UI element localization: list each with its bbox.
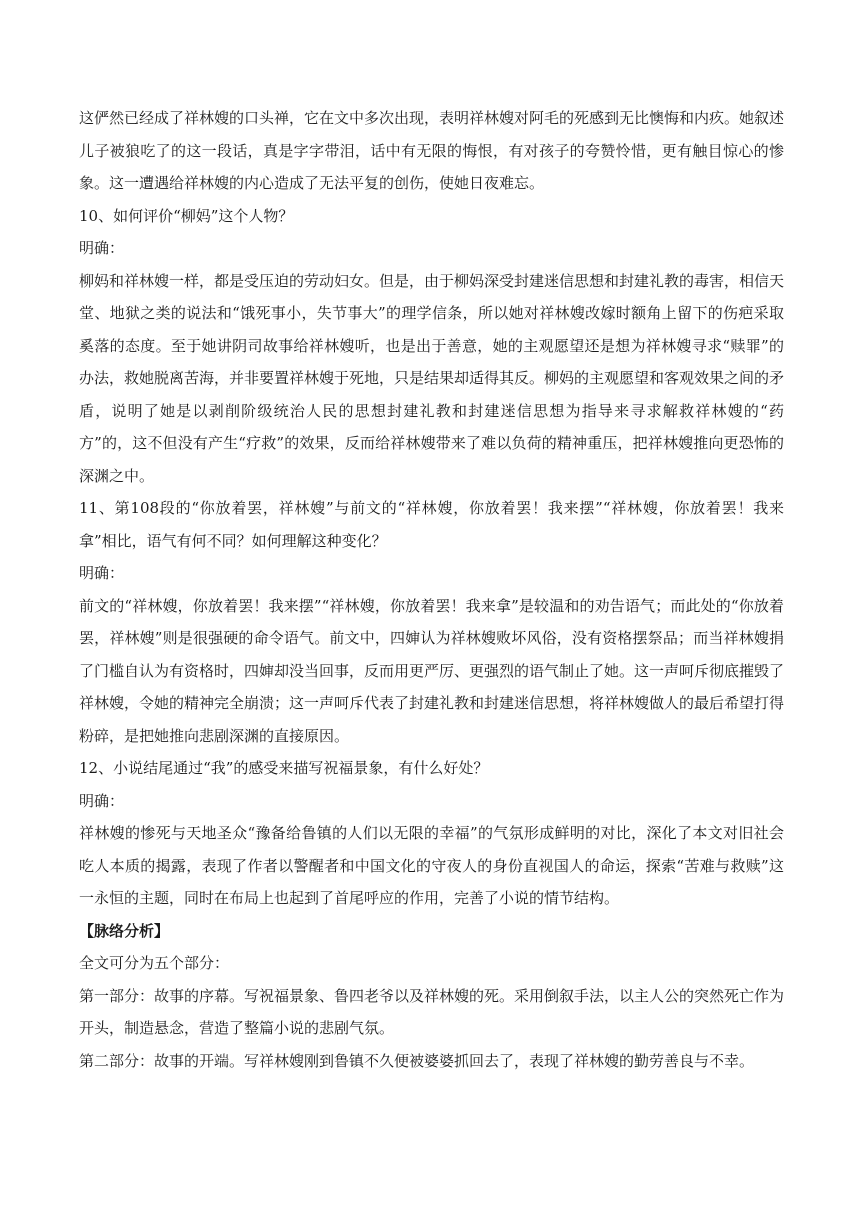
- answer-label: 明确：: [79, 239, 125, 257]
- answer-12: 祥林嫂的惨死与天地圣众“豫备给鲁镇的人们以无限的幸福”的气氛形成鲜明的对比，深化了本文对旧社会吃人本质的揭露，表现了作者以警醒者和中国文化的守夜人的身份直视国人的命运，探索“苦难与救赎”这一永恒的主题，同时在布局上也起到了首尾呼应的作用，完善了小说的情节结构。: [79, 824, 784, 907]
- structure-intro: 全文可分为五个部分：: [79, 954, 230, 972]
- answer-label: 明确：: [79, 791, 125, 810]
- question-11: 11、第108段的“你放着罢，祥林嫂”与前文的“祥林嫂，你放着罢！我来摆”“祥林嫂，你放着罢！我来拿”相比，语气有何不同？如何理解这种变化？: [79, 499, 784, 550]
- answer-label: 明确：: [79, 564, 125, 582]
- question-10: 10、如何评价“柳妈”这个人物？: [79, 206, 294, 225]
- document-body: [79, 102, 784, 1077]
- question-12: 12、小说结尾通过“我”的感受来描写祝福景象，有什么好处？: [79, 759, 489, 777]
- section-heading: 【脉络分析】: [79, 921, 170, 940]
- answer-10: 柳妈和祥林嫂一样，都是受压迫的劳动妇女。但是，由于柳妈深受封建迷信思想和封建礼教的毒害，相信天堂、地狱之类的说法和“饿死事小，失节事大”的理学信条，所以她对祥林嫂改嫁时额角上留下的伤疤采取奚落的态度。至于她讲阴司故事给祥林嫂听，也是出于善意，她的主观愿望还是想为祥林嫂寻求“赎罪”的办法，救她脱离苦海，并非要置祥林嫂于死地，只是结果却适得其反。柳妈的主观愿望和客观效果之间的矛盾，说明了她是以剥削阶级统治人民的思想封建礼教和封建迷信思想为指导来寻求解救祥林嫂的“药方”的，这不但没有产生“疗救”的效果，反而给祥林嫂带来了难以负荷的精神重压，把祥林嫂推向更恐怖的深渊之中。: [79, 271, 785, 485]
- answer-11: 前文的“祥林嫂，你放着罢！我来摆”“祥林嫂，你放着罢！我来拿”是较温和的劝告语气；而此处的“你放着罢，祥林嫂”则是很强硬的命令语气。前文中，四婶认为祥林嫂败坏风俗，没有资格摆祭品；而当祥林嫂捐了门槛自认为有资格时，四婶却没当回事，反而用更严厉、更强烈的语气制止了她。这一声呵斥彻底摧毁了祥林嫂，令她的精神完全崩溃；这一声呵斥代表了封建礼教和封建迷信思想，将祥林嫂做人的最后希望打得粉碎，是把她推向悲剧深渊的直接原因。: [79, 596, 785, 745]
- structure-part-1: 第一部分：故事的序幕。写祝福景象、鲁四老爷以及祥林嫂的死。采用倒叙手法，以主人公的突然死亡作为开头，制造悬念，营造了整篇小说的悲剧气氛。: [79, 986, 785, 1037]
- structure-part-2: 第二部分：故事的开端。写祥林嫂刚到鲁镇不久便被婆婆抓回去了，表现了祥林嫂的勤劳善良与不幸。: [79, 1051, 755, 1070]
- paragraph-answer-9-end: 这俨然已经成了祥林嫂的口头禅，它在文中多次出现，表明祥林嫂对阿毛的死感到无比懊悔和内疚。她叙述儿子被狼吃了的这一段话，真是字字带泪，话中有无限的悔恨，有对孩子的夸赞怜惜，更有触目惊心的惨象。这一遭遇给祥林嫂的内心造成了无法平复的创伤，使她日夜难忘。: [79, 109, 785, 192]
